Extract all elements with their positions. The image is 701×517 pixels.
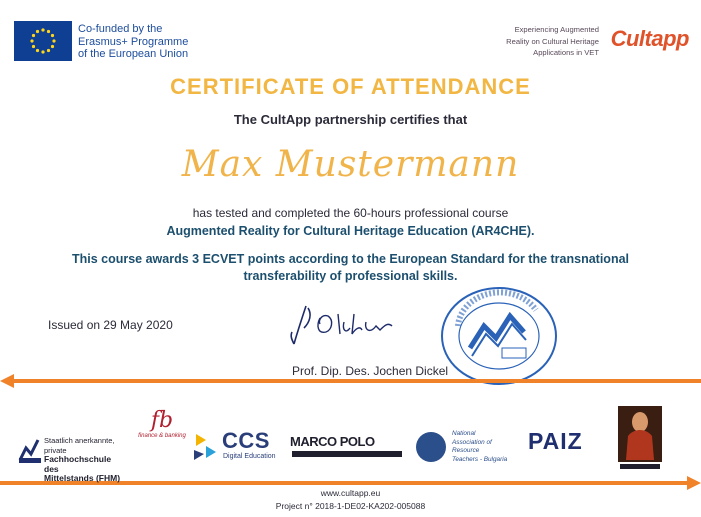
partner-painting-logo [618,406,662,470]
ccs-icon [192,430,220,462]
eu-cofunded-logo [14,17,234,65]
completed-statement: has tested and completed the 60-hours professional course [192,206,509,220]
footer-project-number: Project n° 2018-1-DE02-KA202-005088 [275,501,426,511]
fhm-stamp-image [440,286,558,386]
signer-name: Prof. Dip. Des. Jochen Dickel [292,364,449,378]
paiz-logo: PAIZ [528,428,583,454]
cultapp-tagline: Experiencing Augmented Reality on Cultural Heritage Applications in VET [506,25,599,57]
ccs-logo: CCS Digital Education [192,430,282,466]
nart-bulgaria-logo: National Association of Resource Teachers - Bulgaria [416,430,526,466]
nart-icon [416,432,446,462]
eu-flag-icon [14,21,72,61]
signature-image [288,300,408,350]
ecvet-statement: This course awards 3 ECVET points according to the European Standard for the transnational transferability of professional skills. [71,252,630,283]
recipient-name: Max Mustermann [181,144,520,185]
marco-polo-logo: MARCO POLO [290,434,408,464]
footer-website: www.cultapp.eu [320,488,381,498]
cultapp-logo [491,20,691,64]
orange-arrow-divider-top [0,374,701,388]
finance-banking-logo: fb finance & banking [138,408,186,439]
issued-date: Issued on 29 May 2020 [48,318,173,332]
fhm-logo: Staatlich anerkannte, private Fachhochschule des Mittelstands (FHM) [18,436,128,466]
eu-logo-text: Co-funded by the Erasmus+ Programme of the European Union [78,23,189,60]
certificate-title: CERTIFICATE OF ATTENDANCE [170,74,531,99]
course-title: Augmented Reality for Cultural Heritage Education (AR4CHE). [166,224,535,238]
fhm-icon [18,436,42,464]
cultapp-wordmark: Cultapp [610,26,689,51]
certifies-intro: The CultApp partnership certifies that [233,112,468,127]
